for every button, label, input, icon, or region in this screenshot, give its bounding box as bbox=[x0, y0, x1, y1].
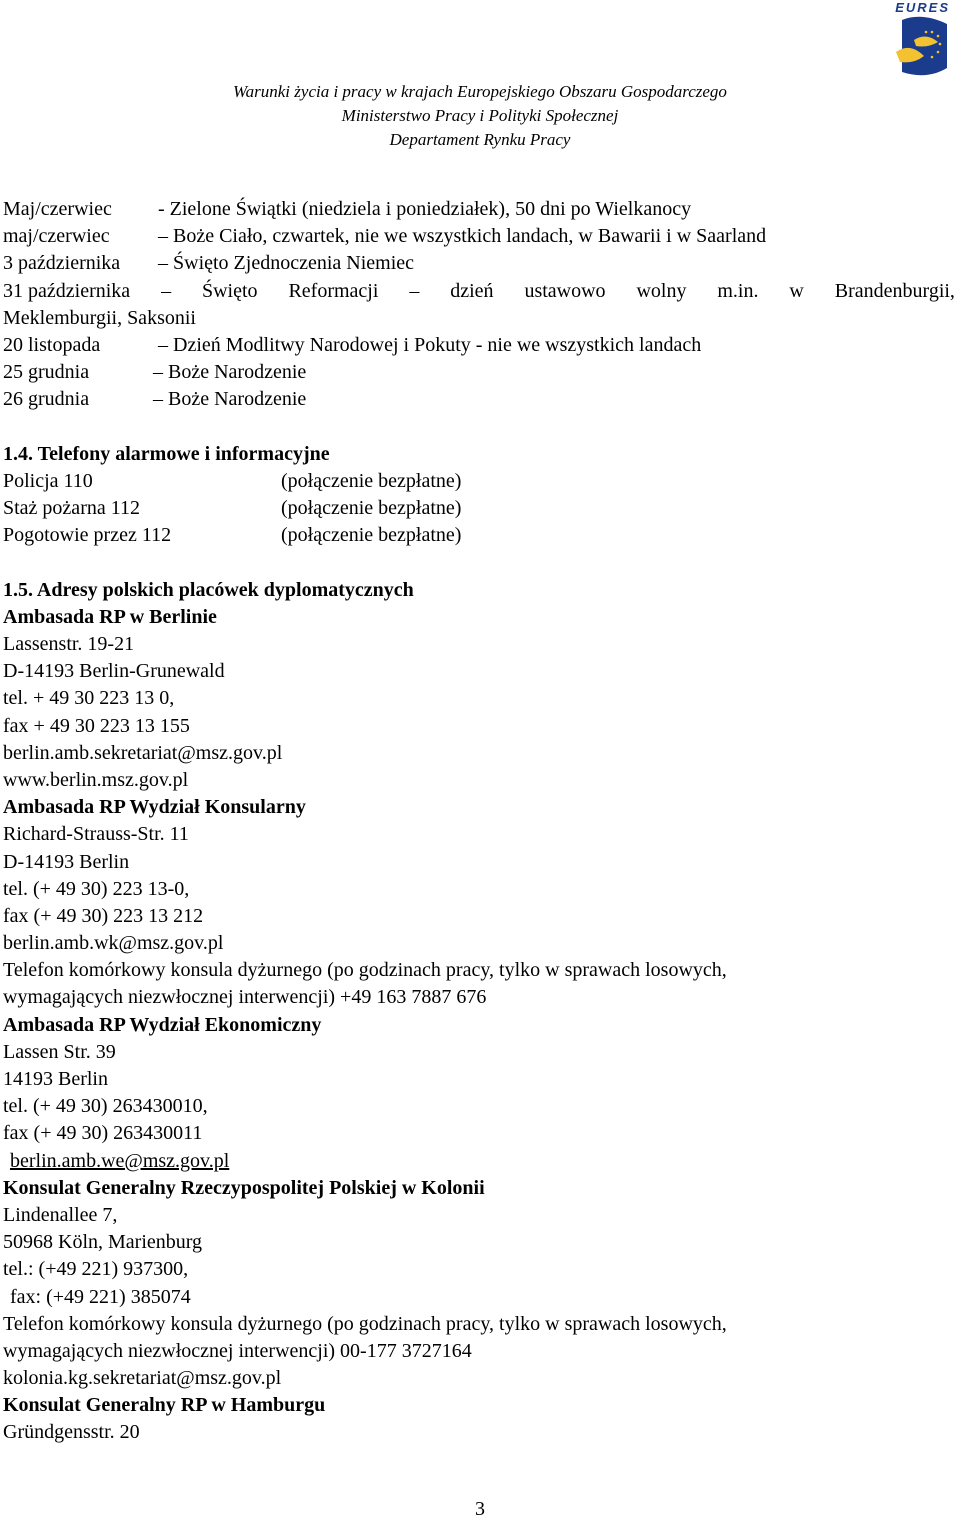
address-line: D-14193 Berlin-Grunewald bbox=[3, 660, 225, 683]
fax-line: fax: (+49 221) 385074 bbox=[10, 1285, 191, 1308]
holiday-row bbox=[3, 359, 955, 386]
emergency-row bbox=[3, 495, 955, 522]
document-header bbox=[0, 80, 960, 152]
holiday-desc: – Dzień Modlitwy Narodowej i Pokuty - nie we wszystkich landach bbox=[158, 333, 702, 356]
spacer bbox=[3, 549, 955, 576]
cologne-title: Konsulat Generalny Rzeczypospolitej Polskiej w Kolonii bbox=[3, 1176, 485, 1199]
holiday-row bbox=[3, 196, 955, 223]
holiday-date: maj/czerwiec bbox=[3, 225, 110, 248]
emergency-row bbox=[3, 522, 955, 549]
phone-line: tel. (+ 49 30) 223 13-0, bbox=[3, 877, 190, 900]
holiday-word: – bbox=[409, 279, 420, 302]
holiday-date: Maj/czerwiec bbox=[3, 198, 112, 220]
holiday-continuation: Meklemburgii, Saksonii bbox=[3, 306, 196, 329]
email-link[interactable] bbox=[3, 1148, 955, 1175]
address-line: Lassen Str. 39 bbox=[3, 1040, 116, 1063]
holiday-word: Brandenburgii, bbox=[834, 279, 955, 302]
holiday-word: ustawowo bbox=[524, 279, 606, 302]
embassy-title: Ambasada RP w Berlinie bbox=[3, 605, 217, 628]
holiday-desc: – Boże Ciało, czwartek, nie we wszystkich landach, w Bawarii i w Saarland bbox=[158, 225, 767, 248]
emergency-note: (połączenie bezpłatne) bbox=[281, 497, 462, 520]
email-link-text[interactable]: berlin.amb.we@msz.gov.pl bbox=[10, 1149, 230, 1172]
consular-title: Ambasada RP Wydział Konsularny bbox=[3, 796, 306, 819]
email-line: berlin.amb.wk@msz.gov.pl bbox=[3, 932, 224, 955]
holiday-word: w bbox=[789, 279, 804, 302]
holiday-word: – bbox=[161, 279, 172, 302]
holiday-date: 26 grudnia bbox=[3, 388, 90, 411]
emergency-note: (połączenie bezpłatne) bbox=[281, 524, 462, 547]
phone-line: tel.: (+49 221) 937300, bbox=[3, 1258, 189, 1281]
document-body bbox=[3, 196, 955, 1447]
address-line: D-14193 Berlin bbox=[3, 850, 130, 873]
duty-phone-line: Telefon komórkowy konsula dyżurnego (po godzinach pracy, tylko w sprawach losowych, bbox=[3, 1312, 727, 1335]
holiday-row bbox=[3, 386, 955, 413]
holiday-word: wolny bbox=[636, 279, 687, 302]
section-heading-emergency: 1.4. Telefony alarmowe i informacyjne bbox=[3, 442, 330, 465]
spacer bbox=[3, 414, 955, 441]
holiday-word: m.in. bbox=[717, 279, 759, 302]
address-line: 14193 Berlin bbox=[3, 1068, 108, 1090]
address-line: 50968 Köln, Marienburg bbox=[3, 1231, 203, 1254]
holiday-word: dzień bbox=[450, 279, 494, 302]
holiday-desc: - Zielone Świątki (niedziela i poniedziałek), 50 dni po Wielkanocy bbox=[158, 198, 692, 220]
email-line: kolonia.kg.sekretariat@msz.gov.pl bbox=[3, 1367, 282, 1390]
emergency-row bbox=[3, 468, 955, 495]
page-number: 3 bbox=[475, 1498, 485, 1520]
emergency-service: Pogotowie przez 112 bbox=[3, 524, 172, 547]
address-line: Lassenstr. 19-21 bbox=[3, 633, 135, 655]
hamburg-title: Konsulat Generalny RP w Hamburgu bbox=[3, 1394, 326, 1417]
phone-line: tel. (+ 49 30) 263430010, bbox=[3, 1095, 208, 1118]
holiday-row bbox=[3, 250, 955, 277]
eures-logo-text: EURES bbox=[895, 0, 950, 15]
section-heading-diplomatic: 1.5. Adresy polskich placówek dyplomatycznych bbox=[3, 578, 414, 601]
address-line: Gründgensstr. 20 bbox=[3, 1421, 140, 1444]
duty-phone-line: wymagających niezwłocznej interwencji) 00-177 3727164 bbox=[3, 1339, 472, 1362]
holiday-word: 31 października bbox=[3, 279, 131, 302]
holiday-desc: – Boże Narodzenie bbox=[153, 388, 307, 411]
duty-phone-line: Telefon komórkowy konsula dyżurnego (po godzinach pracy, tylko w sprawach losowych, bbox=[3, 959, 727, 982]
holiday-date: 3 października bbox=[3, 252, 121, 275]
holiday-row bbox=[3, 332, 955, 359]
phone-line: tel. + 49 30 223 13 0, bbox=[3, 687, 175, 710]
economic-title: Ambasada RP Wydział Ekonomiczny bbox=[3, 1013, 322, 1036]
address-line: Lindenallee 7, bbox=[3, 1203, 118, 1226]
holiday-row bbox=[3, 223, 955, 250]
fax-line: fax (+ 49 30) 223 13 212 bbox=[3, 904, 204, 927]
emergency-service: Staż pożarna 112 bbox=[3, 497, 140, 520]
header-line-1: Warunki życia i pracy w krajach Europejskiego Obszaru Gospodarczego bbox=[233, 82, 727, 101]
holiday-date: 25 grudnia bbox=[3, 361, 90, 384]
address-line: Richard-Strauss-Str. 11 bbox=[3, 823, 189, 846]
fax-line: fax (+ 49 30) 263430011 bbox=[3, 1122, 203, 1145]
header-line-2: Ministerstwo Pracy i Polityki Społecznej bbox=[341, 106, 619, 125]
holiday-date: 20 listopada bbox=[3, 333, 101, 356]
fax-line: fax + 49 30 223 13 155 bbox=[3, 714, 190, 737]
emergency-note: (połączenie bezpłatne) bbox=[281, 469, 462, 492]
holiday-word: Święto bbox=[201, 279, 258, 302]
email-line: berlin.amb.sekretariat@msz.gov.pl bbox=[3, 741, 283, 764]
emergency-service: Policja 110 bbox=[3, 469, 93, 492]
holiday-word: Reformacji bbox=[288, 279, 379, 302]
holiday-desc: – Boże Narodzenie bbox=[153, 361, 307, 384]
holiday-row-justified bbox=[3, 278, 955, 305]
website-line: www.berlin.msz.gov.pl bbox=[3, 768, 189, 791]
holiday-desc: – Święto Zjednoczenia Niemiec bbox=[158, 252, 415, 275]
header-line-3: Departament Rynku Pracy bbox=[389, 130, 571, 149]
duty-phone-line: wymagających niezwłocznej interwencji) +49 163 7887 676 bbox=[3, 986, 487, 1009]
